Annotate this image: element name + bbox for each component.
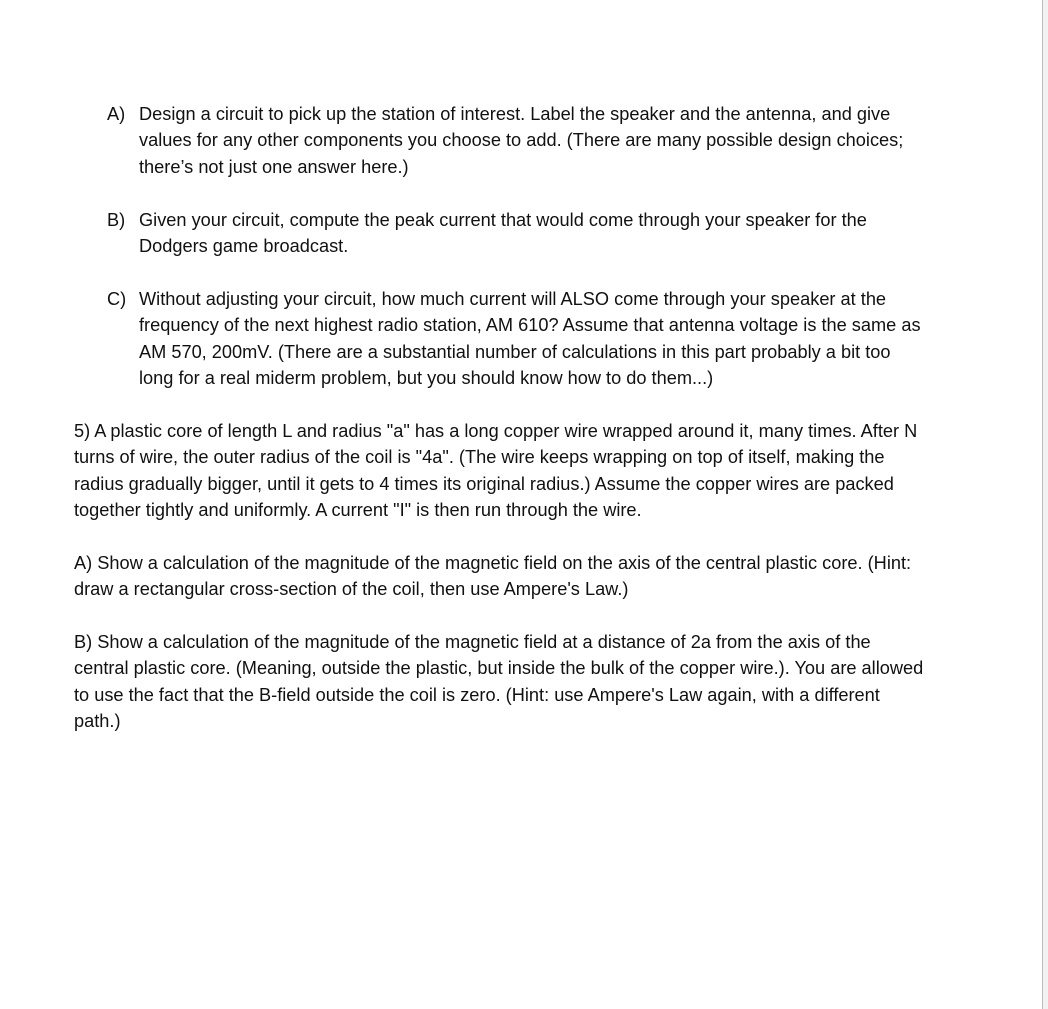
- part-c-text: Without adjusting your circuit, how much current will ALSO come through your speaker at the frequency of the next highest radio station, AM 610? Assume that antenna voltage is the same as AM 570, 200mV. (There are a substantial number of calculations in this part probably a bit too long for a real miderm problem, but you should know how to do them...): [139, 288, 921, 389]
- part-c-item: [107, 286, 924, 392]
- part-b-text: Given your circuit, compute the peak current that would come through your speaker for the Dodgers game broadcast.: [139, 209, 867, 257]
- problem-5-part-a: A) Show a calculation of the magnitude of the magnetic field on the axis of the central plastic core. (Hint: draw a rectangular cross-section of the coil, then use Ampere's Law.): [74, 552, 912, 600]
- part-a-letter: A): [107, 104, 126, 124]
- spacer: [74, 180, 924, 206]
- problem-5-intro: 5) A plastic core of length L and radius "a" has a long copper wire wrapped around it, many times. After N turns of wire, the outer radius of the coil is "4a". (The wire keeps wrapping on top of itself, making the radius gradually bigger, until it gets to 4 times its original radius.) Assume the copper wires are packed together tightly and uniformly. A current "I" is then run through the wire.: [74, 420, 918, 521]
- spacer: [74, 259, 924, 285]
- page-gutter: [1043, 0, 1048, 1009]
- part-b-item: [107, 207, 924, 260]
- part-b-letter: B): [107, 209, 126, 230]
- spacer: [74, 391, 924, 417]
- document-body: [74, 101, 924, 735]
- problem-5-part-b: B) Show a calculation of the magnitude of the magnetic field at a distance of 2a from the axis of the central plastic core. (Meaning, outside the plastic, but inside the bulk of the copper wire.). You are allowed to use the fact that the B-field outside the coil is zero. (Hint: use Ampere's Law again, with a different path.): [74, 632, 924, 732]
- spacer: [74, 523, 924, 549]
- part-a-text: Design a circuit to pick up the station of interest. Label the speaker and the antenna, and give values for any other components you choose to add. (There are many possible design choices; there’s not just one answer here.): [139, 104, 904, 177]
- part-a-item: [107, 101, 924, 180]
- part-c-letter: C): [107, 288, 127, 309]
- spacer: [74, 603, 924, 629]
